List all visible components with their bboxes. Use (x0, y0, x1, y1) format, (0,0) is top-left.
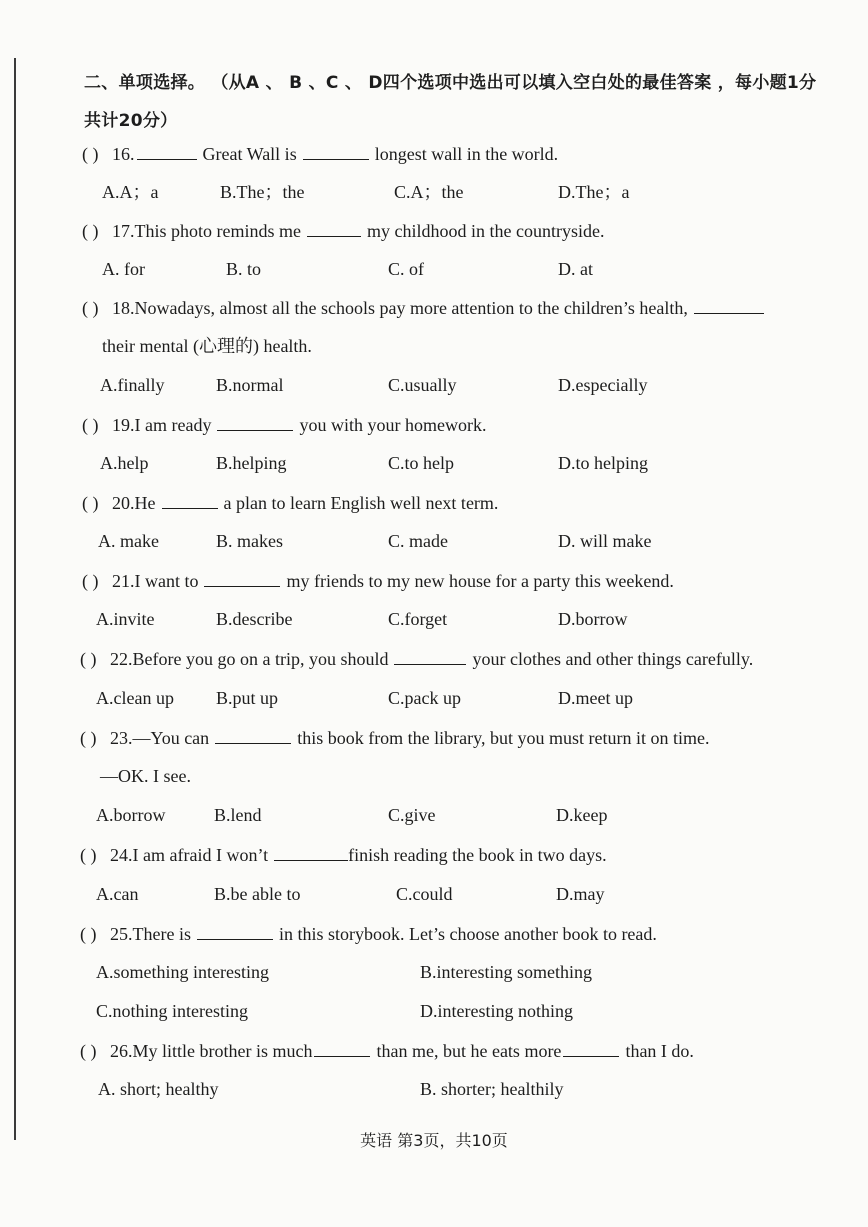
question-text: He (134, 493, 156, 513)
option-c[interactable]: C.could (396, 884, 453, 904)
answer-paren[interactable]: ( ) (80, 649, 97, 669)
option-c[interactable]: C.pack up (388, 688, 461, 708)
section-title (84, 64, 844, 140)
question-19 (82, 412, 486, 437)
question-17 (82, 218, 604, 243)
option-d[interactable]: D.may (556, 884, 605, 904)
question-continuation: —OK. I see. (100, 766, 191, 786)
question-text: longest wall in the world. (374, 144, 559, 164)
question-text: I am afraid I won’t (132, 845, 269, 865)
option-b[interactable]: B. makes (216, 531, 283, 551)
question-text: Before you go on a trip, you should (132, 649, 389, 669)
option-a[interactable]: A.help (100, 453, 149, 473)
question-text: I want to (134, 571, 199, 591)
option-a[interactable]: A. short; healthy (98, 1079, 219, 1099)
option-c[interactable]: C.to help (388, 453, 454, 473)
question-22 (80, 646, 753, 671)
option-a[interactable]: A.A；a (102, 182, 159, 202)
option-b[interactable]: B.describe (216, 609, 293, 629)
option-a[interactable]: A. for (102, 259, 145, 279)
option-c[interactable]: C.nothing interesting (96, 1001, 248, 1021)
option-d[interactable]: D.especially (558, 375, 648, 395)
option-c[interactable]: C.A；the (394, 182, 464, 202)
question-text: —You can (132, 728, 210, 748)
question-21 (82, 568, 674, 593)
question-text: than me, but he eats more (376, 1041, 562, 1061)
question-number: 22. (110, 649, 133, 669)
option-b[interactable]: B.normal (216, 375, 284, 395)
page-footer: 英语 第3页，共10页 (360, 1131, 508, 1150)
question-text: your clothes and other things carefully. (472, 649, 754, 669)
question-text: you with your homework. (299, 415, 487, 435)
answer-paren[interactable]: ( ) (80, 924, 97, 944)
question-20 (82, 490, 498, 515)
option-b[interactable]: B.helping (216, 453, 287, 473)
question-number: 20. (112, 493, 135, 513)
option-c[interactable]: C. of (388, 259, 424, 279)
option-b[interactable]: B.put up (216, 688, 279, 708)
answer-paren[interactable]: ( ) (82, 571, 99, 591)
blank[interactable] (162, 490, 218, 509)
question-23 (80, 725, 709, 750)
question-text: There is (132, 924, 191, 944)
option-c[interactable]: C.forget (388, 609, 448, 629)
question-text: This photo reminds me (134, 221, 301, 241)
option-d[interactable]: D.to helping (558, 453, 648, 473)
option-a[interactable]: A.something interesting (96, 962, 269, 982)
question-text: My little brother is much (132, 1041, 313, 1061)
question-text: than I do. (625, 1041, 694, 1061)
question-text: Great Wall is (202, 144, 297, 164)
option-b[interactable]: B. to (226, 259, 262, 279)
question-26 (80, 1038, 694, 1063)
option-b[interactable]: B.be able to (214, 884, 301, 904)
option-b[interactable]: B.interesting something (420, 962, 592, 982)
question-text: a plan to learn English well next term. (223, 493, 499, 513)
answer-paren[interactable]: ( ) (80, 728, 97, 748)
question-number: 24. (110, 845, 133, 865)
option-c[interactable]: C.give (388, 805, 436, 825)
section-title-line1: 二、单项选择。 （从A 、 B 、C 、 D四个选项中选出可以填入空白处的最佳答案 ，每小题1分 (84, 73, 817, 93)
option-b[interactable]: B.lend (214, 805, 262, 825)
option-d[interactable]: D. at (558, 259, 593, 279)
option-d[interactable]: D. will make (558, 531, 652, 551)
option-d[interactable]: D.interesting nothing (420, 1001, 573, 1021)
option-b[interactable]: B. shorter; healthily (420, 1079, 564, 1099)
option-d[interactable]: D.borrow (558, 609, 628, 629)
blank[interactable] (307, 218, 361, 237)
question-number: 19. (112, 415, 135, 435)
answer-paren[interactable]: ( ) (82, 415, 99, 435)
question-number: 17. (112, 221, 135, 241)
answer-paren[interactable]: ( ) (80, 845, 97, 865)
question-25 (80, 921, 657, 946)
option-a[interactable]: A. make (98, 531, 159, 551)
option-d[interactable]: D.keep (556, 805, 608, 825)
question-number: 21. (112, 571, 135, 591)
option-d[interactable]: D.The；a (558, 182, 630, 202)
blank[interactable] (394, 646, 466, 665)
option-a[interactable]: A.can (96, 884, 139, 904)
blank[interactable] (204, 568, 280, 587)
question-16 (82, 141, 558, 166)
option-c[interactable]: C. made (388, 531, 448, 551)
blank[interactable] (694, 295, 764, 314)
question-text: in this storybook. Let’s choose another book to read. (278, 924, 657, 944)
answer-paren[interactable]: ( ) (82, 493, 99, 513)
question-number: 26. (110, 1041, 133, 1061)
answer-paren[interactable]: ( ) (82, 221, 99, 241)
question-continuation: their mental (心理的) health. (102, 336, 312, 356)
blank[interactable] (563, 1038, 619, 1057)
question-text: Nowadays, almost all the schools pay more attention to the children’s health, (134, 298, 688, 318)
blank[interactable] (137, 141, 197, 160)
question-text: my friends to my new house for a party this weekend. (286, 571, 674, 591)
option-a[interactable]: A.invite (96, 609, 155, 629)
question-18 (82, 295, 770, 320)
blank[interactable] (314, 1038, 370, 1057)
answer-paren[interactable]: ( ) (82, 144, 99, 164)
answer-paren[interactable]: ( ) (82, 298, 99, 318)
question-text: my childhood in the countryside. (366, 221, 605, 241)
option-c[interactable]: C.usually (388, 375, 457, 395)
question-text: finish reading the book in two days. (348, 845, 607, 865)
option-a[interactable]: A.finally (100, 375, 165, 395)
option-a[interactable]: A.borrow (96, 805, 166, 825)
question-number: 25. (110, 924, 133, 944)
question-24 (80, 842, 607, 867)
blank[interactable] (217, 412, 293, 431)
question-text: I am ready (134, 415, 212, 435)
answer-paren[interactable]: ( ) (80, 1041, 97, 1061)
margin-rule (14, 58, 16, 1140)
question-number: 16. (112, 144, 135, 164)
blank[interactable] (303, 141, 369, 160)
blank[interactable] (274, 842, 348, 861)
option-d[interactable]: D.meet up (558, 688, 633, 708)
option-a[interactable]: A.clean up (96, 688, 174, 708)
question-number: 23. (110, 728, 133, 748)
section-title-line2: 共计20分） (84, 111, 178, 131)
question-text: this book from the library, but you must return it on time. (297, 728, 710, 748)
question-number: 18. (112, 298, 135, 318)
blank[interactable] (197, 921, 273, 940)
blank[interactable] (215, 725, 291, 744)
option-b[interactable]: B.The；the (220, 182, 305, 202)
